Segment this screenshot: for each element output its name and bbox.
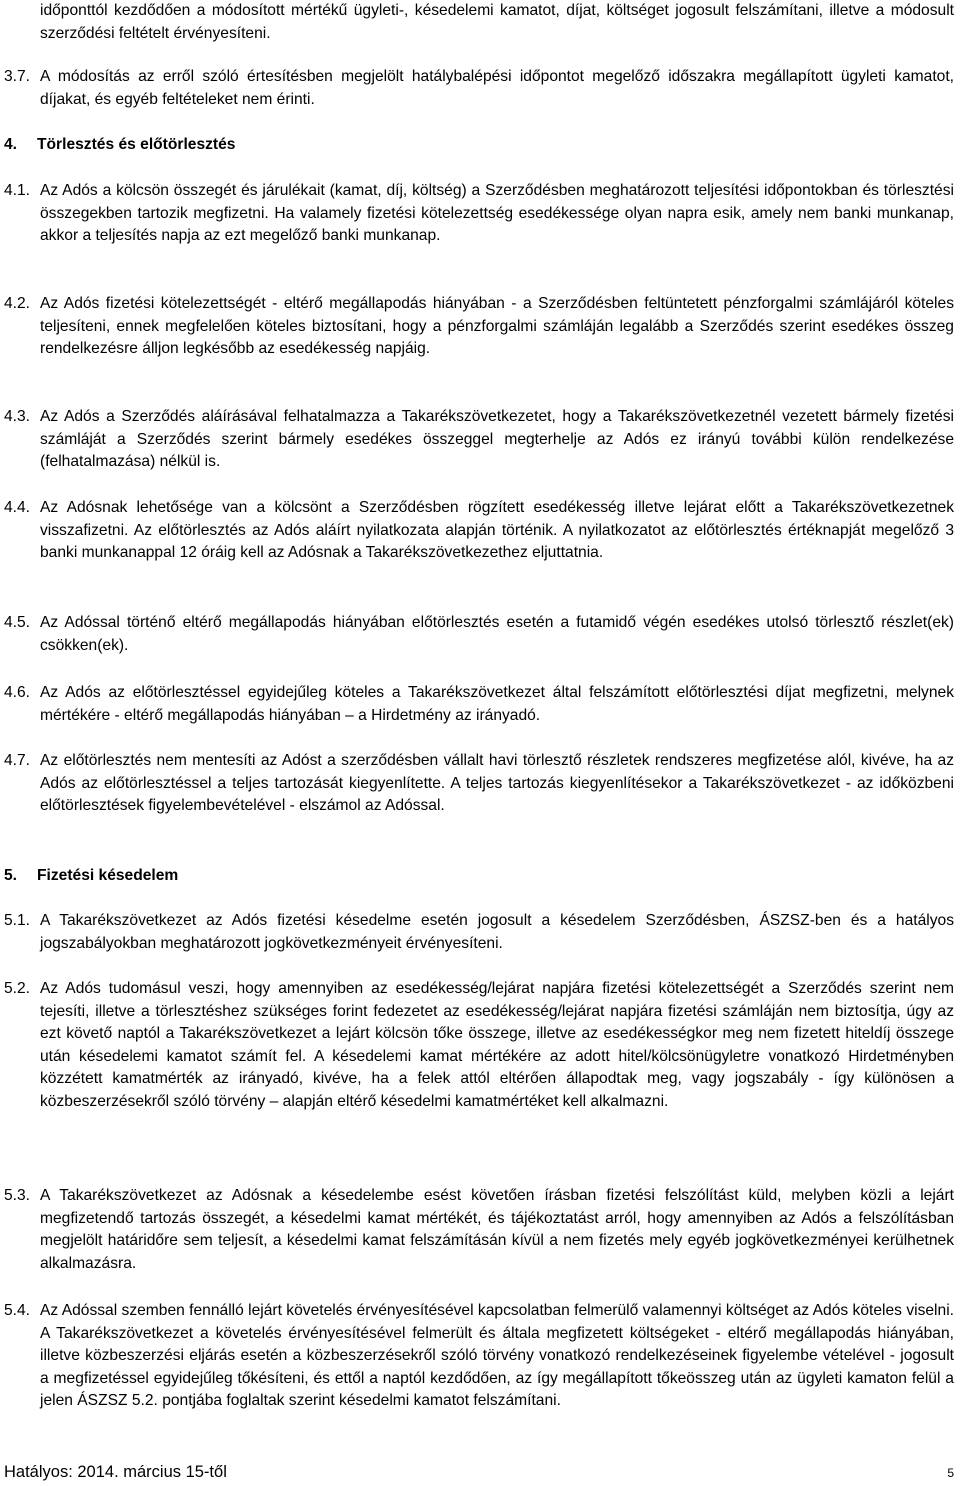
paragraph-4-3 bbox=[4, 406, 954, 474]
footer-effective-date: Hatályos: 2014. március 15-től bbox=[4, 1463, 227, 1481]
page-number: 5 bbox=[947, 1466, 954, 1480]
paragraph-text: Az Adóssal szemben fennálló lejárt követelés érvényesítésével kapcsolatban felmerülő valamennyi költséget az Adós köteles viselni. A Takarékszövetkezet a követelés érvényesítésével felmerült és általa megfizetett költségeket - eltérő megállapodás hiányában, illetve közbeszerzési eljárás esetén a közbeszerzésekről szóló törvény vonatkozó rendelkezéseinek figyelembe vételével - jogosult a megfizetéssel egyidejűleg tőkésíteni, és ettől a naptól kezdődően, az így megállapított tőkeösszeg után az ügyleti kamaton felül a jelen ÁSZSZ 5.2. pontjába foglaltak szerint késedelmi kamatot felszámítani. bbox=[40, 1302, 954, 1409]
paragraph-4-6 bbox=[4, 682, 954, 727]
paragraph-number: 4.7. bbox=[4, 752, 31, 769]
paragraph-text: Az Adós a kölcsön összegét és járulékait (kamat, díj, költség) a Szerződésben meghatározott teljesítési időpontokban és törlesztési összegekben tartozik megfizetni. Ha valamely fizetési kötelezettség esedékessége olyan napra esik, amely nem banki munkanap, akkor a teljesítés napja az ezt megelőző banki munkanap. bbox=[40, 182, 954, 244]
paragraph-number: 5.1. bbox=[4, 912, 31, 929]
heading-title: Törlesztés és előtörlesztés bbox=[37, 136, 236, 153]
paragraph-5-3 bbox=[4, 1185, 954, 1275]
paragraph-4-4 bbox=[4, 497, 954, 565]
paragraph-number: 5.2. bbox=[4, 980, 31, 997]
paragraph-number: 4.2. bbox=[4, 295, 31, 312]
paragraph-number: 5.4. bbox=[4, 1302, 31, 1319]
section-heading-4 bbox=[4, 134, 235, 157]
paragraph-text: A Takarékszövetkezet az Adósnak a késedelembe esést követően írásban fizetési felszólítást küld, melyben közli a lejárt megfizetendő tartozás összegét, a késedelmi kamat mértékét, és tájékoztatást arról, hogy amennyiben az Adós a felszólításban megjelölt határidőre sem teljesít, a késedelmi kamat felszámításán kívül a nem fizetés mely egyéb jogkövetkezményei kerülhetnek alkalmazásra. bbox=[40, 1187, 954, 1272]
paragraph-number: 4.3. bbox=[4, 408, 31, 425]
paragraph-4-2 bbox=[4, 293, 954, 361]
paragraph-3-7 bbox=[4, 66, 954, 111]
paragraph-5-2 bbox=[4, 978, 954, 1113]
paragraph-number: 5.3. bbox=[4, 1187, 31, 1204]
paragraph-text: Az Adós tudomásul veszi, hogy amennyiben az esedékesség/lejárat napjára fizetési kötelezettségét a Szerződés szerint nem tejesíti, illetve a törlesztéshez szükséges forint fedezetet az esedékesség/lejárat napjára fizetési számláján nem biztosítja, úgy az ezt követő naptól a Takarékszövetkezet a lejárt kölcsön tőke összege, illetve az esedékességkor meg nem fizetett hiteldíj összege után késedelemi kamatot számít fel. A késedelemi kamat mértékére az adott hitel/kölcsönügyletre vonatkozó Hirdetményben közzétett kamatmérték az irányadó, kivéve, ha a felek attól eltérően állapodtak meg, vagy jogszabály - így különösen a közbeszerzésekről szóló törvény – alapján eltérő késedelmi kamatmértéket kell alkalmazni. bbox=[40, 980, 954, 1110]
paragraph-4-7 bbox=[4, 750, 954, 818]
heading-number: 4. bbox=[4, 136, 18, 153]
paragraph-number: 4.5. bbox=[4, 614, 31, 631]
paragraph-text: időponttól kezdődően a módosított mértékű ügyleti-, késedelemi kamatot, díjat, költséget jogosult felszámítani, illetve a módosult szerződési feltételt érvényesíteni. bbox=[40, 2, 954, 42]
heading-number: 5. bbox=[4, 867, 18, 884]
paragraph-4-1 bbox=[4, 180, 954, 248]
paragraph-text: Az Adósnak lehetősége van a kölcsönt a Szerződésben rögzített esedékesség illetve lejárat előtt a Takarékszövetkezetnek visszafizetni. Az előtörlesztés az Adós aláírt nyilatkozata alapján történik. A nyilatkozatot az előtörlesztés értéknapját megelőző 3 banki munkanappal 12 óráig kell az Adósnak a Takarékszövetkezethez eljuttatnia. bbox=[40, 499, 954, 561]
paragraph-text: Az Adós fizetési kötelezettségét - eltérő megállapodás hiányában - a Szerződésben feltüntetett pénzforgalmi számlájáról köteles teljesíteni, ennek megfelelően köteles biztosítani, hogy a pénzforgalmi számláján legalább a Szerződés szerint esedékes összeg rendelkezésre álljon legkésőbb az esedékesség napjáig. bbox=[40, 295, 954, 357]
section-heading-5 bbox=[4, 865, 178, 888]
paragraph-continuation bbox=[40, 0, 954, 45]
paragraph-text: A Takarékszövetkezet az Adós fizetési késedelme esetén jogosult a késedelem Szerződésben, ÁSZSZ-ben és a hatályos jogszabályokban meghatározott jogkövetkezményeit érvényesíteni. bbox=[40, 912, 954, 952]
paragraph-5-1 bbox=[4, 910, 954, 955]
paragraph-text: Az Adós az előtörlesztéssel egyidejűleg köteles a Takarékszövetkezet által felszámított előtörlesztési díjat megfizetni, melynek mértékére - eltérő megállapodás hiányában – a Hirdetmény az irányadó. bbox=[40, 684, 954, 724]
paragraph-number: 3.7. bbox=[4, 68, 31, 85]
paragraph-text: Az Adós a Szerződés aláírásával felhatalmazza a Takarékszövetkezetet, hogy a Takarékszövetkezetnél vezetett bármely fizetési számláját a Szerződés szerint bármely esedékes összeggel megterhelje az Adós ez irányú további külön rendelkezése (felhatalmazása) nélkül is. bbox=[40, 408, 954, 470]
paragraph-number: 4.4. bbox=[4, 499, 31, 516]
paragraph-number: 4.6. bbox=[4, 684, 31, 701]
paragraph-text: Az előtörlesztés nem mentesíti az Adóst a szerződésben vállalt havi törlesztő részletek rendszeres megfizetése alól, kivéve, ha az Adós az előtörlesztéssel a teljes tartozását kiegyenlítette. A teljes tartozás kiegyenlítésekor a Takarékszövetkezet - az időközbeni előtörlesztések figyelembevételével - elszámol az Adóssal. bbox=[40, 752, 954, 814]
paragraph-number: 4.1. bbox=[4, 182, 31, 199]
heading-title: Fizetési késedelem bbox=[37, 867, 179, 884]
paragraph-5-4 bbox=[4, 1300, 954, 1413]
paragraph-4-5 bbox=[4, 612, 954, 657]
paragraph-text: Az Adóssal történő eltérő megállapodás hiányában előtörlesztés esetén a futamidő végén esedékes utolsó törlesztő részlet(ek) csökken(ek). bbox=[40, 614, 954, 654]
paragraph-text: A módosítás az erről szóló értesítésben megjelölt hatálybalépési időpontot megelőző időszakra megállapított ügyleti kamatot, díjakat, és egyéb feltételeket nem érinti. bbox=[40, 68, 954, 108]
